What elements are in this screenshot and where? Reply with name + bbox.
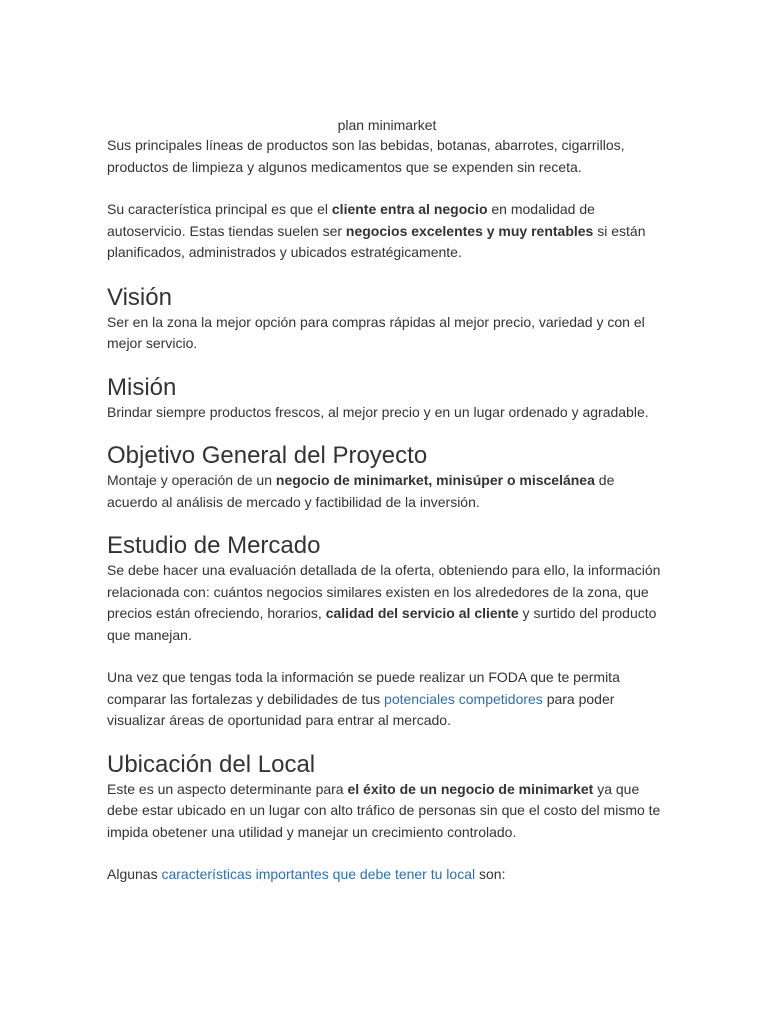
estudio-p2-text-1: Una vez que tengas toda la información se puede realizar un FODA que te permita comparar las fortalezas y debilidades de tus <box>107 669 620 707</box>
ubicacion-text-2: ya que debe estar ubicado en un lugar con alto tráfico de personas sin que el costo del mismo te impida obetener una utilidad y manejar un crecimiento controlado. <box>107 780 661 840</box>
ubicacion-bold-1: el éxito de un negocio de minimarket <box>347 780 594 797</box>
objetivo-text-2: de acuerdo al análisis de mercado y factibilidad de la inversión. <box>107 472 615 510</box>
paragraph-spacer <box>107 843 667 864</box>
objetivo-paragraph <box>107 470 667 513</box>
caracteristica-bold-2: negocios excelentes y muy rentables <box>345 222 594 239</box>
mision-heading: Misión <box>107 373 177 401</box>
caracteristicas-local-link[interactable]: características importantes que debe tener tu local <box>161 866 476 882</box>
caracteristica-text-2: en modalidad de autoservicio. Estas tiendas suelen ser <box>107 201 595 239</box>
document-page <box>107 115 667 886</box>
intro-paragraph: Sus principales líneas de productos son las bebidas, botanas, abarrotes, cigarrillos, productos de limpieza y algunos medicamentos que se expenden sin receta. <box>107 137 625 175</box>
ubicacion-paragraph-2 <box>107 864 667 886</box>
vision-heading: Visión <box>107 283 172 311</box>
estudio-heading: Estudio de Mercado <box>107 532 321 559</box>
estudio-paragraph-2 <box>107 667 667 732</box>
ubicacion-p2-text-2: son: <box>475 866 506 882</box>
caracteristica-bold-1: cliente entra al negocio <box>331 201 488 217</box>
objetivo-text-1: Montaje y operación de un <box>107 472 276 488</box>
estudio-text-2: y surtido del producto que manejan. <box>107 605 657 643</box>
mision-paragraph: Brindar siempre productos frescos, al mejor precio y en un lugar ordenado y agradable. <box>107 403 649 420</box>
caracteristica-paragraph <box>107 199 667 264</box>
paragraph-spacer <box>107 178 667 199</box>
vision-paragraph: Ser en la zona la mejor opción para compras rápidas al mejor precio, variedad y con el mejor servicio. <box>107 313 645 351</box>
objetivo-bold-1: negocio de minimarket, minisúper o miscelánea <box>275 472 595 488</box>
caracteristica-text-1: Su característica principal es que el <box>107 201 332 217</box>
competidores-link[interactable]: potenciales competidores <box>384 690 543 707</box>
document-title: plan minimarket <box>337 117 437 133</box>
estudio-paragraph-1 <box>107 560 667 646</box>
ubicacion-paragraph-1 <box>107 779 667 844</box>
caracteristica-text-3: si están planificados, administrados y ubicados estratégicamente. <box>107 222 646 260</box>
estudio-text-1: Se debe hacer una evaluación detallada de la oferta, obteniendo para ello, la información relacionada con: cuántos negocios similares existen en los alrededores de la zona, que precios están ofreciendo, horarios, <box>107 562 661 621</box>
objetivo-heading: Objetivo General del Proyecto <box>107 442 428 469</box>
ubicacion-text-1: Este es un aspecto determinante para <box>107 780 348 797</box>
paragraph-spacer <box>107 646 667 667</box>
estudio-p2-text-2: para poder visualizar áreas de oportunidad para entrar al mercado. <box>107 690 615 728</box>
estudio-bold-1: calidad del servicio al cliente <box>325 605 519 621</box>
ubicacion-heading: Ubicación del Local <box>107 750 316 778</box>
ubicacion-p2-text-1: Algunas <box>107 866 162 882</box>
